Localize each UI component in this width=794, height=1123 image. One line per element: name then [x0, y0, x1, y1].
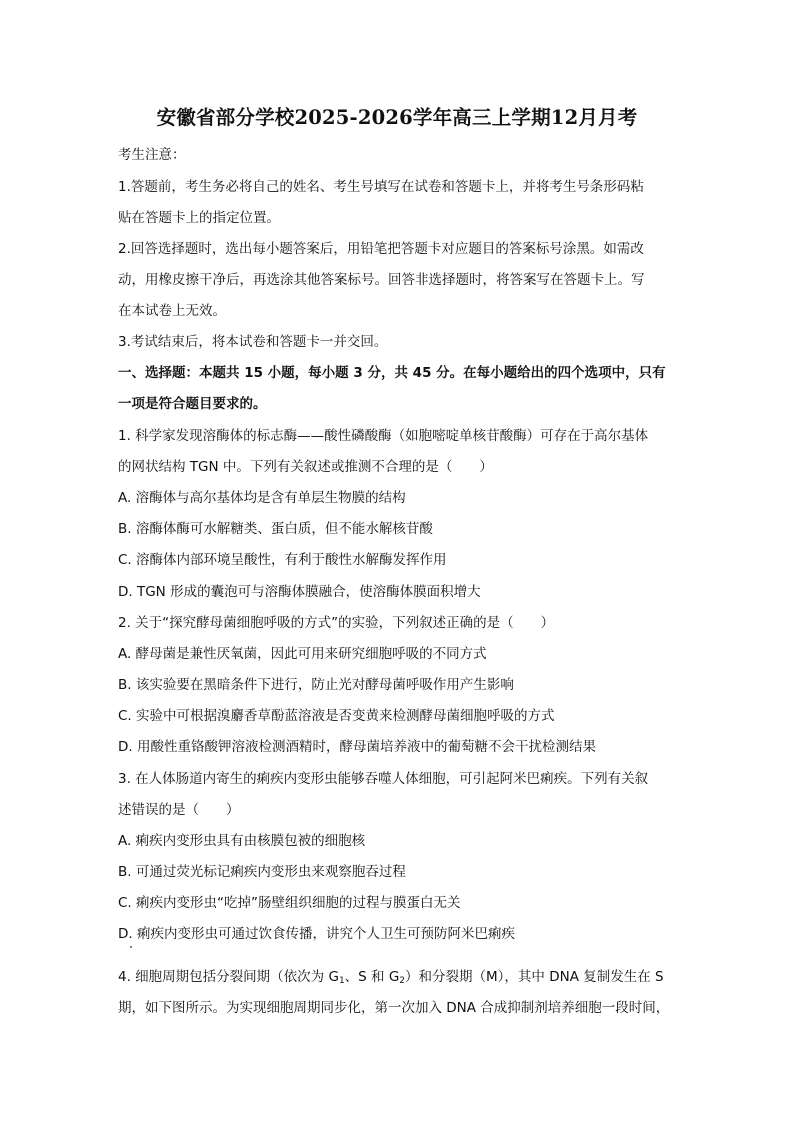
question-4-stem	[118, 968, 664, 990]
notice-line: 动，用橡皮擦干净后，再选涂其他答案标号。回答非选择题时，将答案写在答题卡上。写	[118, 272, 645, 288]
question-2-stem: 2. 关于“探究酵母菌细胞呼吸的方式”的实验，下列叙述正确的是（ ）	[118, 615, 555, 631]
q4-text: ）和分裂期（M），其中 DNA 复制发生在 S	[405, 969, 664, 985]
q4-subscript: 1	[338, 976, 345, 986]
question-3-stem: 3. 在人体肠道内寄生的痢疾内变形虫能够吞噬人体细胞，可引起阿米巴痢疾。下列有关叙	[118, 771, 649, 787]
question-3-option-a: A. 痢疾内变形虫具有由核膜包被的细胞核	[118, 833, 366, 849]
notice-line: 1.答题前，考生务必将自己的姓名、考生号填写在试卷和答题卡上，并将考生号条形码粘	[118, 179, 644, 195]
question-1-option-c: C. 溶酶体内部环境呈酸性，有利于酸性水解酶发挥作用	[118, 552, 447, 568]
question-3-option-d: D. 痢疾内变形虫可通过饮食传播，讲究个人卫生可预防阿米巴痢疾	[118, 926, 515, 942]
question-1-stem: 1. 科学家发现溶酶体的标志酶——酸性磷酸酶（如胞嘧啶单核苷酸酶）可存在于高尔基体	[118, 428, 649, 444]
question-2-option-d: D. 用酸性重铬酸钾溶液检测酒精时，酵母菌培养液中的葡萄糖不会干扰检测结果	[118, 739, 596, 755]
q4-text: 4. 细胞周期包括分裂间期（依次为 G	[118, 969, 339, 985]
question-3-option-c: C. 痢疾内变形虫“吃掉”肠壁组织细胞的过程与膜蛋白无关	[118, 895, 461, 911]
question-3-stem: 述错误的是（ ）	[118, 802, 240, 818]
question-2-option-b: B. 该实验要在黑暗条件下进行，防止光对酵母菌呼吸作用产生影响	[118, 677, 514, 693]
question-3-option-b: B. 可通过荧光标记痢疾内变形虫来观察胞吞过程	[118, 864, 406, 880]
notice-line: 2.回答选择题时，选出每小题答案后，用铅笔把答题卡对应题目的答案标号涂黑。如需改	[118, 241, 644, 257]
notice-line: 3.考试结束后，将本试卷和答题卡一并交回。	[118, 334, 388, 350]
question-2-option-a: A. 酵母菌是兼性厌氧菌，因此可用来研究细胞呼吸的不同方式	[118, 646, 487, 662]
question-1-option-d: D. TGN 形成的囊泡可与溶酶体膜融合，使溶酶体膜面积增大	[118, 584, 481, 600]
stray-dot-mark	[130, 946, 132, 948]
question-1-option-b: B. 溶酶体酶可水解糖类、蛋白质，但不能水解核苷酸	[118, 521, 433, 537]
question-2-option-c: C. 实验中可根据溴麝香草酚蓝溶液是否变黄来检测酵母菌细胞呼吸的方式	[118, 708, 555, 724]
question-4-stem: 期，如下图所示。为实现细胞周期同步化，第一次加入 DNA 合成抑制剂培养细胞一段时间，	[118, 1000, 670, 1016]
question-1-option-a: A. 溶酶体与高尔基体均是含有单层生物膜的结构	[118, 490, 406, 506]
notice-heading: 考生注意：	[118, 147, 186, 163]
notice-line: 贴在答题卡上的指定位置。	[118, 210, 280, 226]
notice-line: 在本试卷上无效。	[118, 303, 226, 319]
q4-text: 、S 和 G	[344, 969, 400, 985]
section-heading: 一、选择题：本题共 15 小题，每小题 3 分，共 45 分。在每小题给出的四个选项中，只有	[118, 365, 666, 381]
question-1-stem: 的网状结构 TGN 中。下列有关叙述或推测不合理的是（ ）	[118, 459, 493, 475]
page-title: 安徽省部分学校2025-2026学年高三上学期12月月考	[156, 106, 638, 129]
section-heading: 一项是符合题目要求的。	[118, 396, 267, 412]
q4-subscript: 2	[399, 976, 406, 986]
